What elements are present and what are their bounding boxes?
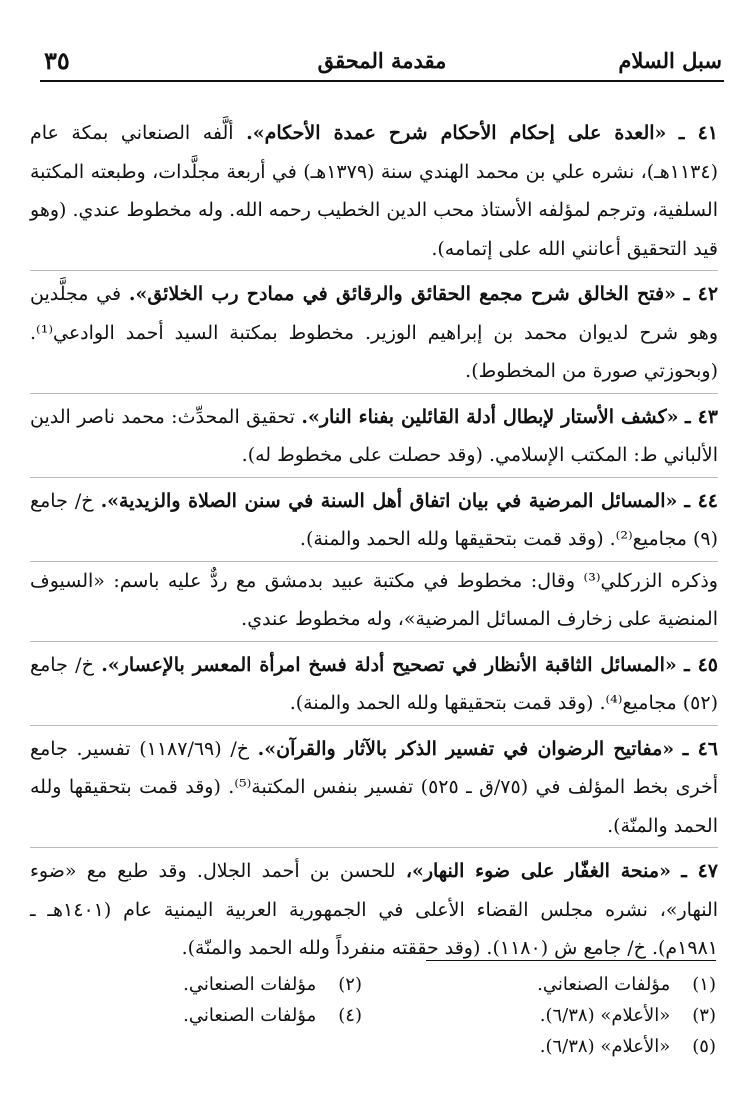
entry-number: ٤٧ ـ (681, 860, 718, 882)
entry-number: ٤٥ ـ (684, 653, 719, 676)
entry-title: «المسائل المرضية في بيان اتفاق أهل السنة في سنن الصلاة والزيدية». (100, 489, 678, 512)
footnotes (32, 960, 716, 1062)
entry-number: ٤٢ ـ (683, 283, 719, 305)
footnote-number: (٤) (338, 1005, 362, 1026)
footnote-text: مؤلفات الصنعاني. (183, 974, 317, 995)
entry-text: خ/ جامع (٩) مجاميع⁽²⁾. (وقد قمت بتحقيقها ولله الحمد والمنة). (30, 489, 718, 550)
footnote-number: (١) (692, 974, 716, 995)
entry-45 (30, 642, 718, 726)
footnote-4 (32, 1000, 362, 1031)
entry-text: في مجلَّدين وهو شرح لديوان محمد بن إبراهيم الوزير. مخطوط بمكتبة السيد أحمد الوادعي⁽¹⁾. (وبحوزتي صورة من المخطوط). (30, 283, 718, 382)
page-number: ٣٥ (44, 46, 70, 75)
entry-number: ٤٦ ـ (682, 737, 718, 760)
entry-title: «العدة على إحكام الأحكام شرح عمدة الأحكام». (246, 122, 667, 144)
footnote-number: (٥) (692, 1036, 716, 1057)
entry-43 (30, 394, 718, 478)
footnote-2 (32, 969, 362, 1000)
entry-44 (30, 478, 718, 562)
entry-text: خ/ (١١٨٧/٦٩) تفسير. جامع أخرى بخط المؤلف في (٧٥/ق ـ ٥٢٥) تفسير بنفس المكتبة⁽⁵⁾. (وقد قمت بتحقيقها ولله الحمد والمنّة). (30, 737, 719, 837)
entry-title: «المسائل الثاقبة الأنظار في تصحيح أدلة فسخ امرأة المعسر بالإعسار». (101, 653, 677, 676)
section-title: مقدمة المحقق (317, 48, 447, 73)
entry-text: خ/ جامع (٥٢) مجاميع⁽⁴⁾. (وقد قمت بتحقيقها ولله الحمد والمنة). (30, 653, 718, 714)
entry-title: «مفاتيح الرضوان في تفسير الذكر بالآثار والقرآن». (257, 737, 675, 760)
footnote-1 (386, 969, 716, 1000)
footnote-text: «الأعلام» (٦/٣٨). (539, 1005, 671, 1026)
entry-title: «كشف الأستار لإبطال أدلة القائلين بفناء النار». (301, 405, 679, 428)
page-body (30, 110, 718, 970)
entry-46 (30, 726, 718, 849)
footnote-number: (٢) (338, 974, 362, 995)
footnote-separator (426, 960, 716, 961)
entry-text: للحسن بن أحمد الجلال. وقد طبع مع «ضوء النهار»، نشره مجلس القضاء الأعلى في الجمهورية العربية اليمنية عام (١٤٠١هـ ـ ١٩٨١م). خ/ جامع ش (١١٨٠). (وقد حققته منفرداً ولله الحمد والمنّة). (30, 860, 719, 959)
footnote-text: مؤلفات الصنعاني. (183, 1005, 317, 1026)
entry-47 (30, 848, 718, 970)
entry-number: ٤٣ ـ (685, 405, 718, 428)
entry-text: وذكره الزركلي⁽³⁾ وقال: مخطوط في مكتبة عبيد بدمشق مع ردٌّ عليه باسم: «السيوف المنضية على زخارف المسائل المرضية»، وله مخطوط عندي. (30, 569, 718, 630)
entry-title: «منحة الغفّار على ضوء النهار»، (405, 860, 671, 882)
footnote-3 (386, 1000, 716, 1031)
footnote-5 (386, 1031, 716, 1062)
entry-41 (30, 110, 718, 271)
entry-text: ألَّفه الصنعاني بمكة عام (١١٣٤هـ)، نشره علي بن محمد الهندي سنة (١٣٧٩هـ) في أربعة مجلَّدات، وطبعته المكتبة السلفية، وترجم لمؤلفه الأستاذ محب الدين الخطيب رحمه الله. وله مخطوط عندي. (وهو قيد التحقيق أعانني الله على إتمامه). (30, 122, 719, 260)
entry-42 (30, 271, 718, 394)
running-header (40, 44, 724, 82)
entry-text: تحقيق المحدِّث: محمد ناصر الدين الألباني ط: المكتب الإسلامي. (وقد حصلت على مخطوط له). (30, 405, 718, 466)
footnote-text: مؤلفات الصنعاني. (537, 974, 671, 995)
entry-title: «فتح الخالق شرح مجمع الحقائق والرقائق في ممادح رب الخلائق». (128, 283, 676, 305)
entry-number: ٤٤ ـ (684, 489, 718, 512)
entry-number: ٤١ ـ (678, 122, 718, 144)
entry-44-note (30, 562, 718, 642)
book-title: سبل السلام (618, 48, 722, 73)
footnote-number: (٣) (692, 1005, 716, 1026)
footnote-text: «الأعلام» (٦/٣٨). (539, 1036, 671, 1057)
